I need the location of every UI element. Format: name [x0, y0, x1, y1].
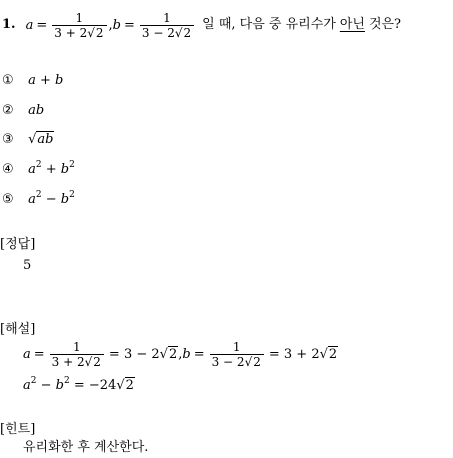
hint-label: [힌트]	[0, 422, 36, 437]
question-text-2: 것은?	[368, 17, 402, 32]
explanation-line-1: a = $\frac{1}{3 + 2√2}$ = 3 − 2 √2 , b = $\frac{1}{3 - 2√2}$ = 3 + 2 √2	[23, 339, 338, 369]
fraction-a: $\frac{1}{3 + 2√2}$	[52, 11, 106, 40]
equals-sign: =	[36, 17, 48, 33]
choice-marker: ⑤	[2, 192, 14, 207]
explanation-line-2: $a^2 - b^2 = -24√2$	[23, 376, 134, 393]
var-b: b	[112, 17, 121, 33]
choice-expr: a + b	[28, 73, 64, 88]
choice-1[interactable]	[2, 69, 63, 88]
question-number: 1.	[2, 17, 16, 32]
choice-3[interactable]	[2, 128, 54, 147]
question-text-1: 일 때, 다음 중 유리수가	[202, 17, 336, 32]
choice-2[interactable]	[2, 99, 44, 118]
choice-marker: ④	[2, 162, 14, 177]
question-text-underlined: 아닌	[339, 17, 365, 32]
choice-expr: ab	[37, 132, 54, 147]
fraction-b: $\frac{1}{3 - 2√2}$	[140, 11, 194, 40]
hint-text: 유리화한 후 계산한다.	[23, 440, 149, 455]
question-line: 1. a = $\frac{1}{3 + 2√2}$ , b = $\frac{1}{3 - 2√2}$ 일 때, 다음 중 유리수가 아닌 것은?	[2, 10, 402, 40]
sqrt-icon: √	[28, 132, 37, 147]
var-a: a	[25, 17, 34, 33]
answer-value: 5	[23, 258, 32, 273]
choice-5[interactable]: ⑤ $a^2 - b^2$	[2, 190, 75, 207]
answer-label: [정답]	[0, 237, 36, 252]
choice-4[interactable]: ④ $a^2 + b^2$	[2, 160, 75, 177]
choice-expr: ab	[28, 103, 45, 118]
choice-marker: ③	[2, 132, 14, 147]
choice-marker: ①	[2, 73, 14, 88]
choice-marker: ②	[2, 103, 14, 118]
explanation-label: [해설]	[0, 322, 36, 337]
